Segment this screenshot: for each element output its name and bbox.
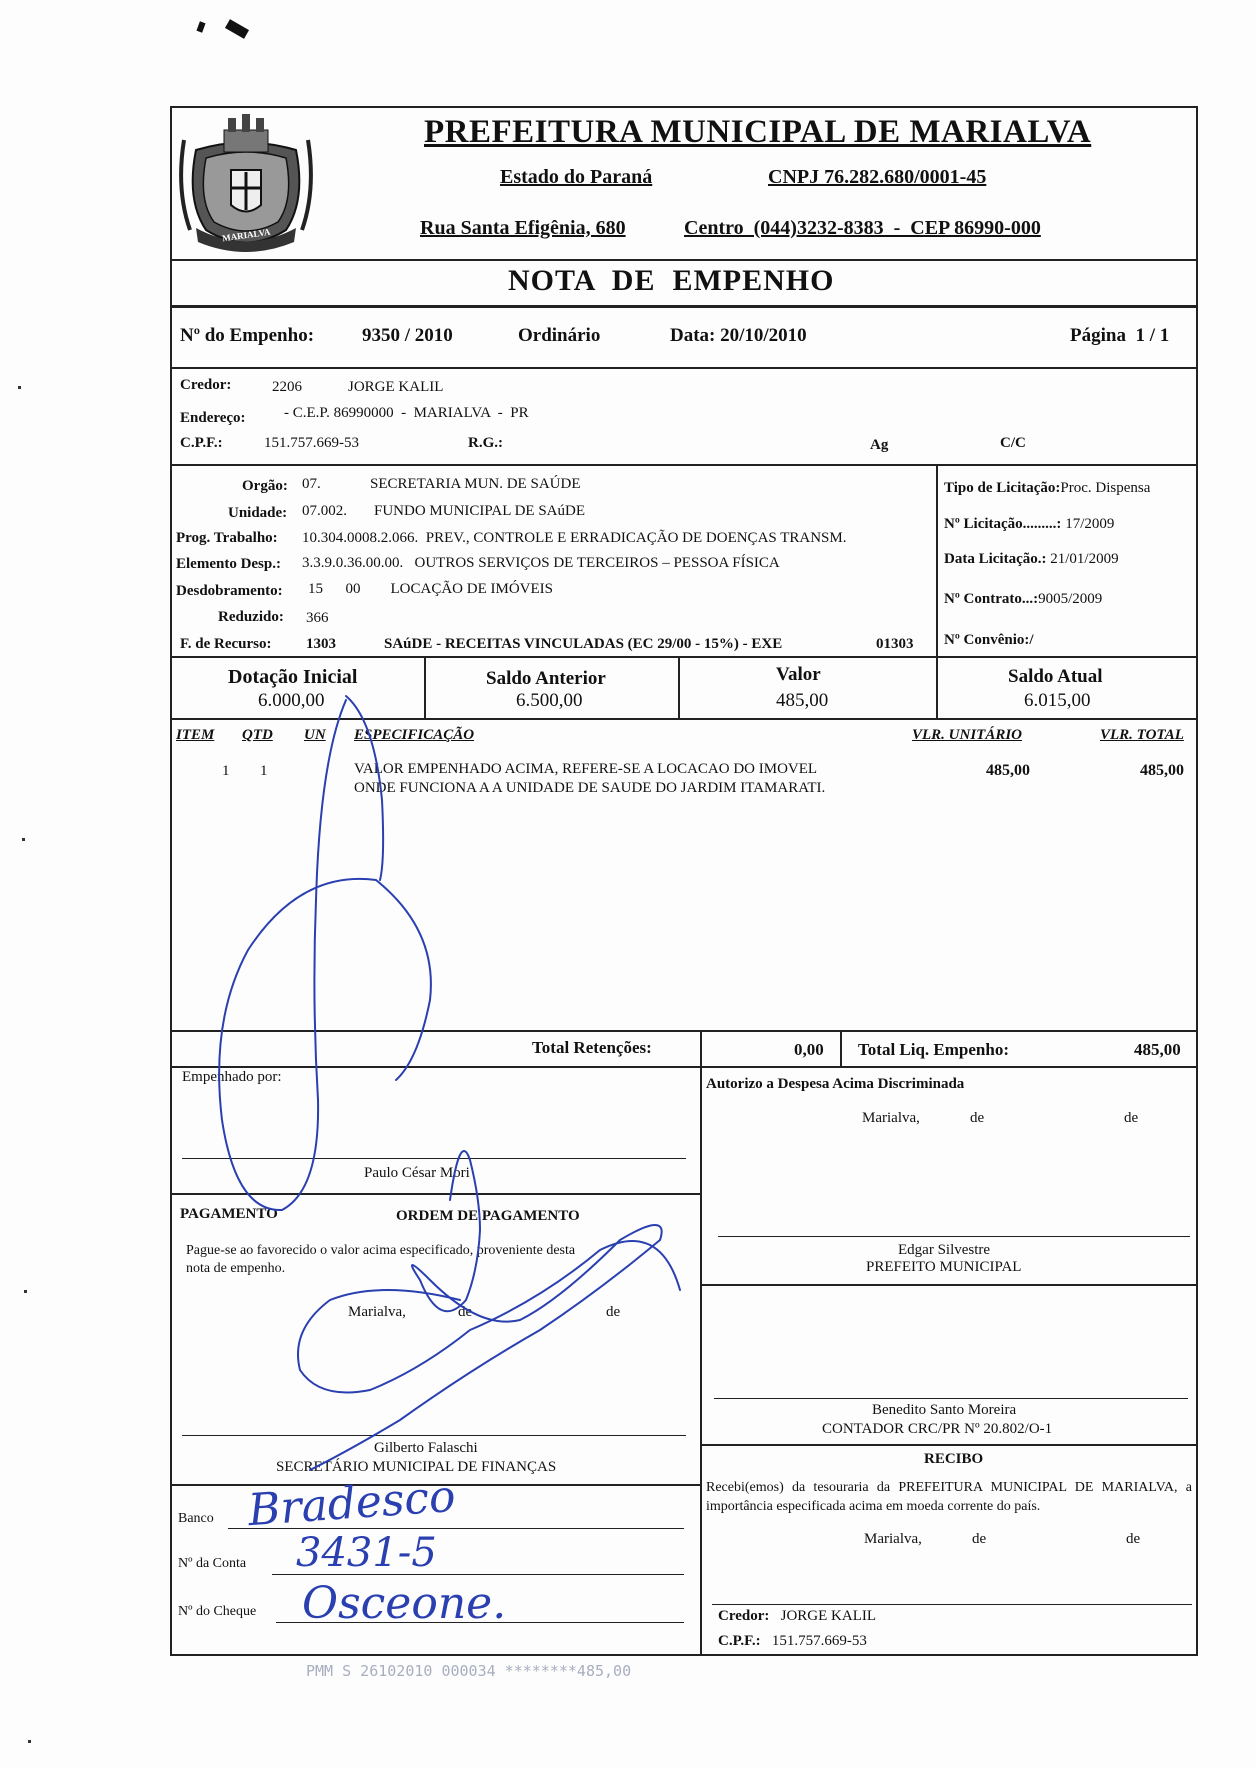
pagamento-de-1: de	[458, 1304, 473, 1320]
secretario-name: Gilberto Falaschi	[374, 1440, 478, 1456]
col-un: UN	[304, 727, 326, 743]
reduzido-label: Reduzido:	[218, 609, 284, 625]
document-title: NOTA DE EMPENHO	[508, 264, 835, 297]
prefeito-role: PREFEITO MUNICIPAL	[866, 1259, 1022, 1275]
dotacao-inicial-value: 6.000,00	[258, 690, 325, 711]
col-valor-unitario: VLR. UNITÁRIO	[912, 727, 1023, 743]
fonte-recurso-code-2: 01303	[876, 636, 914, 652]
credor-code: 2206	[272, 379, 302, 395]
empenho-type: Ordinário	[518, 325, 601, 346]
handwritten-conta: 3431-5	[296, 1530, 437, 1576]
authentication-stamp: PMM S 26102010 000034 ********485,00	[306, 1662, 632, 1680]
endereco-value: - C.E.P. 86990000 - MARIALVA - PR	[284, 405, 529, 421]
empenhado-por-name: Paulo César Mori	[364, 1165, 470, 1181]
autorizo-de-2: de	[1124, 1110, 1139, 1126]
fonte-recurso-name: SAúDE - RECEITAS VINCULADAS (EC 29/00 - 15%) - EXE	[384, 636, 783, 652]
orgao-code: 07.	[302, 476, 321, 492]
total-liquido-value: 485,00	[1134, 1040, 1181, 1059]
saldo-atual-value: 6.015,00	[1024, 690, 1091, 711]
state-name: Estado do Paraná	[500, 166, 653, 188]
coat-of-arms-text: MARIALVA	[221, 226, 271, 244]
desdobramento-label: Desdobramento:	[176, 583, 283, 599]
unidade-name: FUNDO MUNICIPAL DE SAúDE	[374, 503, 585, 519]
prefeito-name: Edgar Silvestre	[898, 1242, 991, 1258]
recibo-cpf-value: 151.757.669-53	[771, 1633, 867, 1649]
licitacao-numero-label: Nº Licitação.........:	[944, 516, 1062, 532]
handwritten-cheque: Osceone.	[302, 1578, 507, 1629]
street-address: Rua Santa Efigênia, 680	[420, 217, 626, 239]
empenho-number-label: Nº do Empenho:	[180, 325, 315, 346]
contador-role: CONTADOR CRC/PR Nº 20.802/O-1	[822, 1421, 1053, 1437]
autorizo-label: Autorizo a Despesa Acima Discriminada	[706, 1076, 965, 1092]
autorizo-de-1: de	[970, 1110, 985, 1126]
recibo-credor-value: JORGE KALIL	[780, 1608, 877, 1624]
saldo-anterior-value: 6.500,00	[516, 690, 583, 711]
endereco-label: Endereço:	[180, 410, 246, 426]
recibo-de-1: de	[972, 1531, 987, 1547]
contador-name: Benedito Santo Moreira	[872, 1402, 1017, 1418]
prog-trabalho-value: 10.304.0008.2.066. PREV., CONTROLE E ERRADICAÇÃO DE DOENÇAS TRANSM.	[302, 530, 847, 546]
cc-label: C/C	[1000, 435, 1026, 451]
empenho-number: 9350 / 2010	[362, 325, 453, 346]
reduzido-value: 366	[306, 610, 329, 626]
municipality-title: PREFEITURA MUNICIPAL DE MARIALVA	[424, 114, 1092, 150]
autorizo-city: Marialva,	[862, 1110, 920, 1126]
scan-dot	[22, 838, 25, 841]
licitacao-tipo-label: Tipo de Licitação:	[944, 480, 1061, 496]
saldo-atual-label: Saldo Atual	[1008, 666, 1103, 687]
district-phone-cep: Centro (044)3232-8383 - CEP 86990-000	[684, 217, 1041, 239]
scan-dot	[24, 1290, 27, 1293]
handwritten-banco: Bradesco	[246, 1470, 458, 1537]
recibo-cpf-label: C.P.F.:	[718, 1633, 761, 1649]
orgao-label: Orgão:	[242, 478, 288, 494]
pagamento-text-line-2: nota de empenho.	[186, 1261, 286, 1276]
cheque-label: Nº do Cheque	[178, 1604, 257, 1619]
licitacao-data-value: 21/01/2009	[1050, 551, 1119, 567]
col-item: ITEM	[176, 727, 215, 743]
total-retencoes-value: 0,00	[794, 1040, 824, 1059]
total-liquido-label: Total Liq. Empenho:	[858, 1040, 1009, 1059]
ordem-pagamento-label: ORDEM DE PAGAMENTO	[396, 1208, 580, 1224]
orgao-name: SECRETARIA MUN. DE SAÚDE	[370, 476, 581, 492]
recibo-credor-label: Credor:	[718, 1608, 770, 1624]
col-especificacao: ESPECIFICAÇÃO	[354, 727, 475, 743]
valor-value: 485,00	[776, 690, 829, 711]
row-description-line-1: VALOR EMPENHADO ACIMA, REFERE-SE A LOCACAO DO IMOVEL	[354, 761, 818, 777]
contrato-value: 9005/2009	[1038, 591, 1103, 607]
scan-dot	[18, 386, 21, 389]
conta-label: Nº da Conta	[178, 1556, 247, 1571]
prog-trabalho-label: Prog. Trabalho:	[176, 530, 278, 546]
licitacao-tipo-value: Proc. Dispensa	[1060, 480, 1151, 496]
recibo-title: RECIBO	[924, 1451, 984, 1467]
row-qtd: 1	[260, 763, 268, 779]
cpf-value: 151.757.669-53	[264, 435, 359, 451]
contrato-label: Nº Contrato...:	[944, 591, 1039, 607]
pagamento-text-line-1: Pague-se ao favorecido o valor acima especificado, proveniente desta	[186, 1243, 576, 1258]
credor-label: Credor:	[180, 377, 232, 393]
recibo-city: Marialva,	[864, 1531, 922, 1547]
cnpj: CNPJ 76.282.680/0001-45	[768, 166, 987, 188]
pagamento-city: Marialva,	[348, 1304, 406, 1320]
pagamento-de-2: de	[606, 1304, 621, 1320]
elemento-despesa-value: 3.3.9.0.36.00.00. OUTROS SERVIÇOS DE TERCEIROS – PESSOA FÍSICA	[302, 555, 780, 571]
empenhado-por-label: Empenhado por:	[182, 1069, 282, 1085]
fonte-recurso-code: 1303	[306, 636, 336, 652]
valor-label: Valor	[776, 664, 821, 685]
empenho-date: Data: 20/10/2010	[670, 325, 807, 346]
desdobramento-value: 15 00 LOCAÇÃO DE IMÓVEIS	[308, 581, 553, 597]
col-qtd: QTD	[242, 727, 273, 743]
unidade-code: 07.002.	[302, 503, 347, 519]
recibo-de-2: de	[1126, 1531, 1141, 1547]
fonte-recurso-label: F. de Recurso:	[180, 636, 272, 652]
page-number: Página 1 / 1	[1070, 325, 1170, 346]
recibo-text: Recebi(emos) da tesouraria da PREFEITURA MUNICIPAL DE MARIALVA, a importância especificada acima em moeda corrente do país.	[706, 1480, 1192, 1514]
licitacao-numero-value: 17/2009	[1065, 516, 1115, 532]
row-item: 1	[222, 763, 230, 779]
banco-label: Banco	[178, 1511, 214, 1526]
convenio-label: Nº Convênio:/	[944, 632, 1034, 648]
ag-label: Ag	[870, 437, 889, 453]
licitacao-data-label: Data Licitação.:	[944, 551, 1047, 567]
row-description-line-2: ONDE FUNCIONA A A UNIDADE DE SAUDE DO JARDIM ITAMARATI.	[354, 780, 826, 796]
scan-dot	[28, 1740, 31, 1743]
credor-name: JORGE KALIL	[348, 379, 444, 395]
rg-label: R.G.:	[468, 435, 503, 451]
dotacao-inicial-label: Dotação Inicial	[228, 666, 358, 688]
total-retencoes-label: Total Retenções:	[532, 1038, 652, 1057]
elemento-despesa-label: Elemento Desp.:	[176, 556, 281, 572]
pagamento-label: PAGAMENTO	[180, 1206, 278, 1222]
saldo-anterior-label: Saldo Anterior	[486, 668, 606, 689]
row-valor-total: 485,00	[1140, 762, 1184, 779]
unidade-label: Unidade:	[228, 505, 288, 521]
row-valor-unitario: 485,00	[986, 762, 1030, 779]
cpf-label: C.P.F.:	[180, 435, 223, 451]
col-valor-total: VLR. TOTAL	[1100, 727, 1184, 743]
secretario-role: SECRETÁRIO MUNICIPAL DE FINANÇAS	[276, 1459, 557, 1475]
